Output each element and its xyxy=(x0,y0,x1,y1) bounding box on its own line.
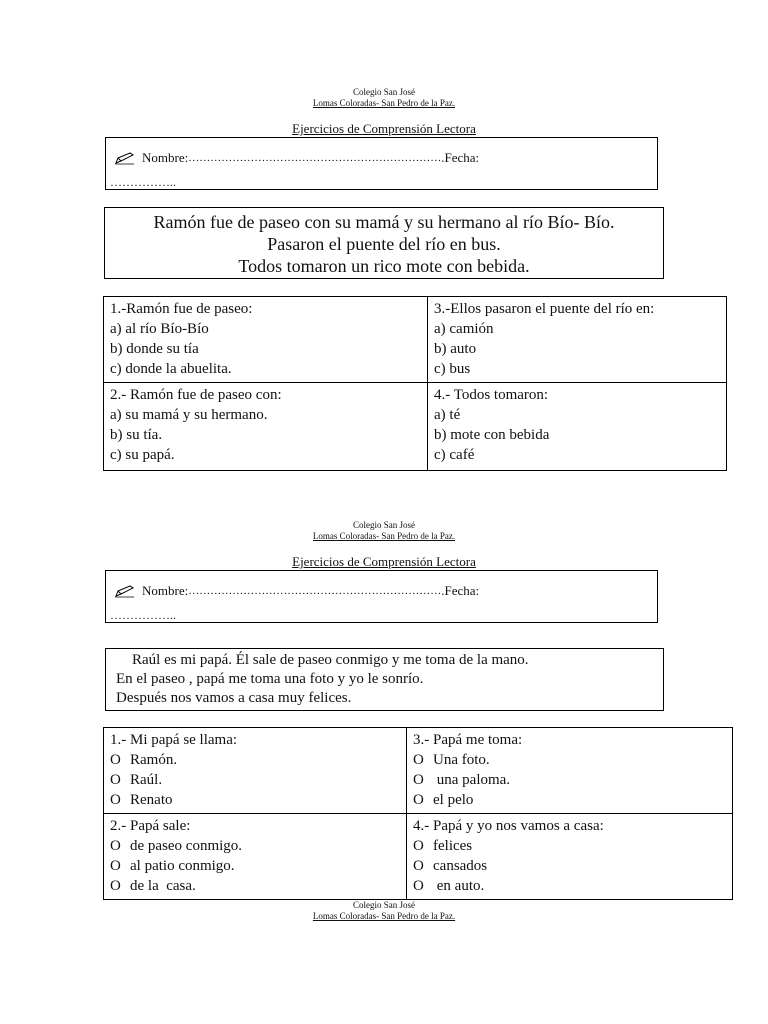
date-label: .Fecha: xyxy=(441,583,480,598)
answer-option[interactable]: c) su papá. xyxy=(110,447,175,463)
date-field[interactable]: …………….. xyxy=(110,608,176,622)
radio-circle[interactable]: O xyxy=(110,838,121,854)
passage-line: En el paseo , papá me toma una foto y yo le sonrío. xyxy=(116,671,424,687)
passage-line: Todos tomaron un rico mote con bebida. xyxy=(238,256,530,276)
radio-circle[interactable]: O xyxy=(110,878,121,894)
answer-option[interactable]: a) al río Bío-Bío xyxy=(110,321,209,337)
school-header xyxy=(0,87,768,109)
question-3 xyxy=(407,728,733,814)
school-address: Lomas Coloradas- San Pedro de la Paz. xyxy=(312,911,456,921)
question-4 xyxy=(407,814,733,900)
name-date-box xyxy=(105,570,658,623)
answer-option[interactable] xyxy=(413,836,726,856)
answer-option-label: felices xyxy=(433,838,473,854)
answer-option-label: Renato xyxy=(130,792,173,808)
answer-option-label: cansados xyxy=(433,858,488,874)
question-2 xyxy=(104,814,407,900)
answer-option[interactable] xyxy=(110,770,400,790)
answer-option[interactable] xyxy=(413,876,726,896)
radio-circle[interactable]: O xyxy=(110,858,121,874)
name-label: Nombre: xyxy=(142,150,189,165)
exercise-title: Ejercicios de Comprensión Lectora xyxy=(292,554,476,569)
radio-circle[interactable]: O xyxy=(413,878,424,894)
reading-passage xyxy=(104,207,664,279)
school-name: Colegio San José xyxy=(353,900,415,910)
answer-option-label: en auto. xyxy=(433,878,485,894)
answer-option-label: Una foto. xyxy=(433,752,490,768)
question-2 xyxy=(104,383,428,471)
school-name: Colegio San José xyxy=(353,520,415,530)
school-name: Colegio San José xyxy=(353,87,415,97)
answer-option[interactable] xyxy=(413,770,726,790)
answer-option[interactable]: c) café xyxy=(434,447,475,463)
radio-circle[interactable]: O xyxy=(413,858,424,874)
answer-option[interactable]: a) té xyxy=(434,407,461,423)
answer-option-label: Raúl. xyxy=(130,772,163,788)
answer-option[interactable] xyxy=(110,856,400,876)
answer-option[interactable] xyxy=(110,750,400,770)
answer-option[interactable] xyxy=(413,790,726,810)
answer-option-label: de paseo conmigo. xyxy=(130,838,243,854)
answer-option-label: al patio conmigo. xyxy=(130,858,235,874)
school-address: Lomas Coloradas- San Pedro de la Paz. xyxy=(312,531,456,541)
passage-line: Pasaron el puente del río en bus. xyxy=(267,234,501,254)
answer-option[interactable]: a) camión xyxy=(434,321,494,337)
radio-circle[interactable]: O xyxy=(413,838,424,854)
radio-circle[interactable]: O xyxy=(110,752,121,768)
answer-option-label: el pelo xyxy=(433,792,474,808)
answer-option[interactable] xyxy=(413,856,726,876)
question-text: 4.- Papá y yo nos vamos a casa: xyxy=(413,818,604,834)
answer-option[interactable] xyxy=(413,750,726,770)
date-label: .Fecha: xyxy=(441,150,480,165)
exercise-title: Ejercicios de Comprensión Lectora xyxy=(292,121,476,136)
question-3 xyxy=(428,297,727,383)
radio-circle[interactable]: O xyxy=(413,792,424,808)
question-text: 1.- Mi papá se llama: xyxy=(110,732,238,748)
name-date-box xyxy=(105,137,658,190)
question-4 xyxy=(428,383,727,471)
pencil-icon xyxy=(114,584,136,598)
answer-option[interactable]: a) su mamá y su hermano. xyxy=(110,407,268,423)
question-text: 1.-Ramón fue de paseo: xyxy=(110,301,253,317)
passage-line: Raúl es mi papá. Él sale de paseo conmigo y me toma de la mano. xyxy=(132,652,529,668)
answer-option-label: una paloma. xyxy=(433,772,511,788)
reading-passage xyxy=(105,648,664,711)
answer-option[interactable]: b) mote con bebida xyxy=(434,427,550,443)
date-field[interactable]: …………….. xyxy=(110,175,176,189)
questions-table xyxy=(103,727,733,900)
question-1 xyxy=(104,297,428,383)
answer-option-label: Ramón. xyxy=(130,752,178,768)
question-text: 3.-Ellos pasaron el puente del río en: xyxy=(434,301,655,317)
radio-circle[interactable]: O xyxy=(413,752,424,768)
answer-option[interactable]: b) su tía. xyxy=(110,427,163,443)
school-header xyxy=(0,520,768,542)
school-address: Lomas Coloradas- San Pedro de la Paz. xyxy=(312,98,456,108)
question-1 xyxy=(104,728,407,814)
question-text: 2.- Ramón fue de paseo con: xyxy=(110,387,282,403)
question-text: 2.- Papá sale: xyxy=(110,818,191,834)
passage-line: Ramón fue de paseo con su mamá y su hermano al río Bío- Bío. xyxy=(153,212,615,232)
answer-option[interactable]: c) donde la abuelita. xyxy=(110,361,232,377)
answer-option-label: de la casa. xyxy=(130,878,196,894)
radio-circle[interactable]: O xyxy=(110,772,121,788)
radio-circle[interactable]: O xyxy=(413,772,424,788)
questions-table xyxy=(103,296,727,471)
question-text: 4.- Todos tomaron: xyxy=(434,387,549,403)
answer-option[interactable]: b) donde su tía xyxy=(110,341,199,357)
pencil-icon xyxy=(114,151,136,165)
answer-option[interactable] xyxy=(110,876,400,896)
school-footer xyxy=(0,900,768,922)
radio-circle[interactable]: O xyxy=(110,792,121,808)
name-field[interactable]: …………………………………………………………… xyxy=(188,152,442,164)
answer-option[interactable] xyxy=(110,790,400,810)
name-field[interactable]: …………………………………………………………… xyxy=(188,585,442,597)
answer-option[interactable]: c) bus xyxy=(434,361,471,377)
question-text: 3.- Papá me toma: xyxy=(413,732,523,748)
passage-line: Después nos vamos a casa muy felices. xyxy=(116,690,352,706)
answer-option[interactable] xyxy=(110,836,400,856)
name-label: Nombre: xyxy=(142,583,189,598)
answer-option[interactable]: b) auto xyxy=(434,341,477,357)
